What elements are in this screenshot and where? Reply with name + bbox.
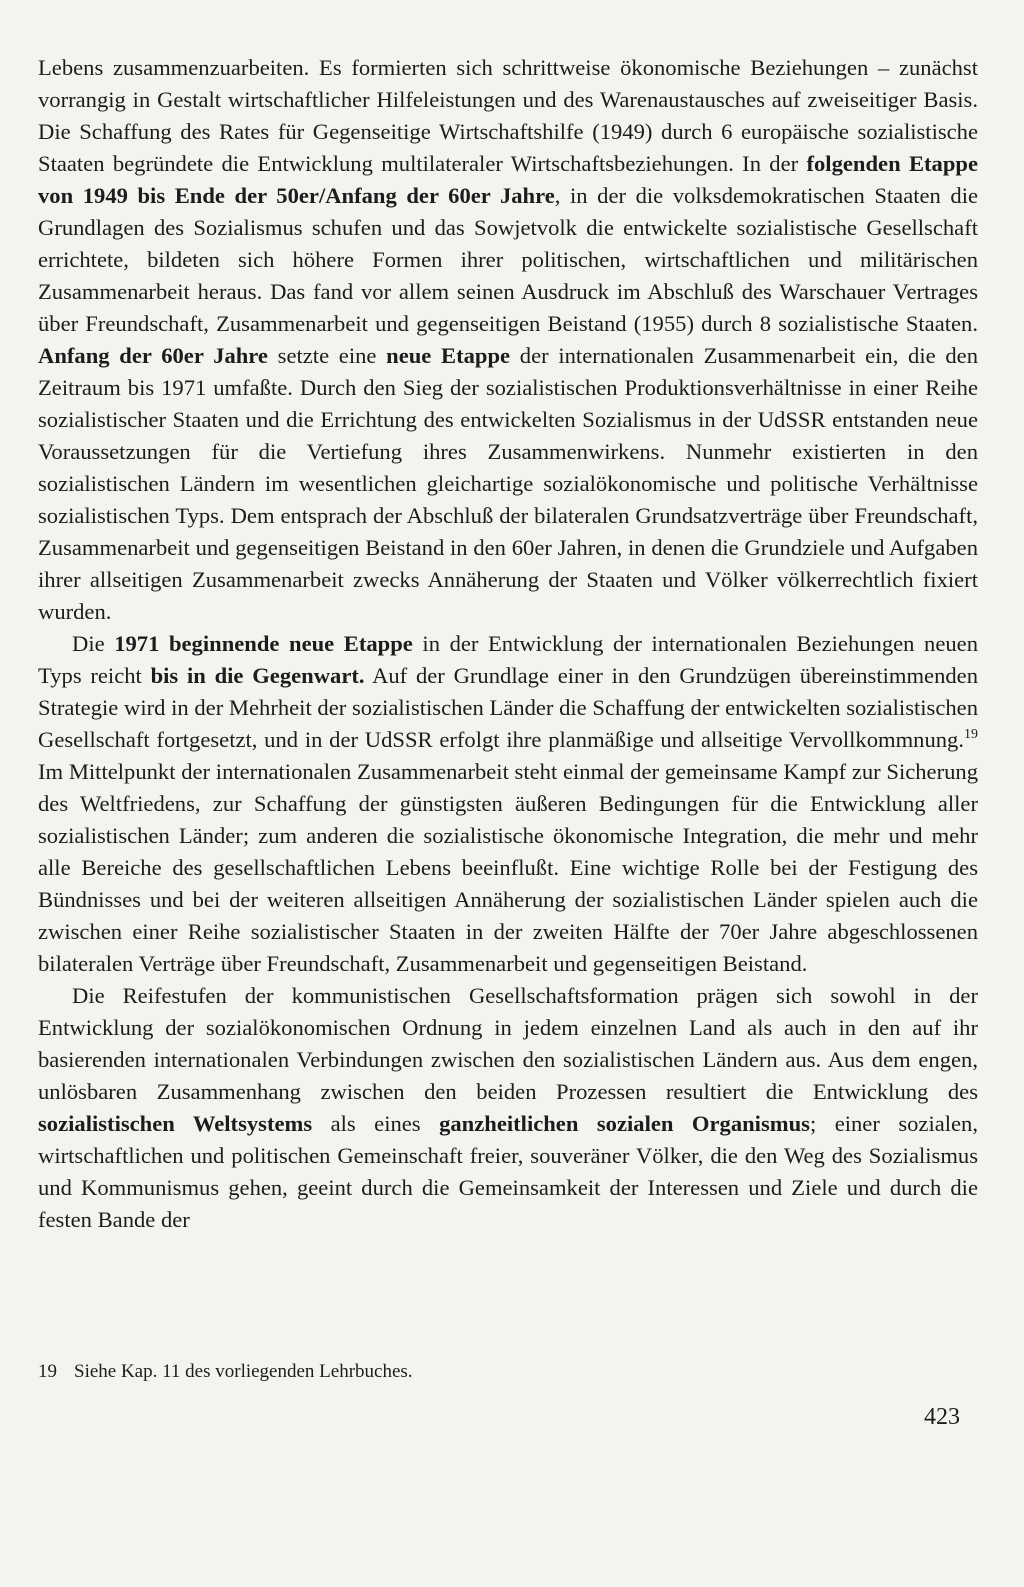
bold-phrase: sozialistischen Weltsystems	[38, 1111, 313, 1136]
footnote-text: Siehe Kap. 11 des vorliegenden Lehrbuches.	[74, 1361, 413, 1382]
bold-phrase: folgenden Etappe von 1949 bis Ende der 50er/Anfang der 60er Jahre	[38, 151, 978, 208]
footnote-reference: 19	[964, 727, 978, 742]
paragraph-2	[38, 628, 978, 980]
page-number: 423	[924, 1404, 960, 1430]
bold-phrase: bis in die Gegenwart.	[150, 663, 365, 688]
text-run: der internationalen Zusammenarbeit ein, die den Zeitraum bis 1971 umfaßte. Durch den Sieg der sozialistischen Produktionsverhältnisse in einer Reihe sozialistischer Staaten und die Errichtung des entwickelten Sozialismus in der UdSSR entstanden neue Voraussetzungen für die Vertiefung ihres Zusammenwirkens. Nunmehr existierten in den sozialistischen Ländern im wesentlichen gleichartige sozialökonomische und politische Verhältnisse sozialistischen Typs. Dem entsprach der Abschluß der bilateralen Grundsatzverträge über Freundschaft, Zusammenarbeit und gegenseitigen Beistand in den 60er Jahren, in denen die Grundziele und Aufgaben ihrer allseitigen Zusammenarbeit zwecks Annäherung der Staaten und Völker völkerrechtlich fixiert wurden.	[38, 343, 978, 624]
bold-phrase: ganzheitlichen sozialen Organismus	[439, 1111, 810, 1136]
text-run: als eines	[312, 1111, 440, 1136]
bold-phrase: neue Etappe	[386, 343, 511, 368]
text-run: in der Entwicklung der internationalen Beziehungen neuen Typs reicht	[38, 631, 978, 688]
text-run: Auf der Grundlage einer in den Grundzügen übereinstimmenden Strategie wird in der Mehrheit der sozialistischen Länder die Schaffung der entwickelten sozialistischen Gesellschaft fortgesetzt, und in der UdSSR erfolgt ihre planmäßige und allseitige Vervollkommnung.	[38, 663, 978, 752]
text-run: Im Mittelpunkt der internationalen Zusammenarbeit steht einmal der gemeinsame Kampf zur Sicherung des Weltfriedens, zur Schaffung der günstigsten äußeren Bedingungen für die Entwicklung aller sozialistischen Länder; zum anderen die sozialistische ökonomische Integration, die mehr und mehr alle Bereiche des gesellschaftlichen Lebens beeinflußt. Eine wichtige Rolle bei der Festigung des Bündnisses und bei der weiteren allseitigen Annäherung der sozialistischen Länder spielen auch die zwischen einer Reihe sozialistischer Staaten in der zweiten Hälfte der 70er Jahre abgeschlossenen bilateralen Verträge über Freundschaft, Zusammenarbeit und gegenseitigen Beistand.	[38, 759, 978, 976]
paragraph-3	[38, 980, 978, 1236]
paragraph-1	[38, 52, 978, 628]
bold-phrase: Anfang der 60er Jahre	[38, 343, 268, 368]
text-run: Lebens zusammenzuarbeiten. Es formierten sich schrittweise ökonomische Beziehungen – zunächst vorrangig in Gestalt wirtschaftlicher Hilfeleistungen und des Warenaustausches auf zweiseitiger Basis. Die Schaffung des Rates für Gegenseitige Wirtschaftshilfe (1949) durch 6 europäische sozialistische Staaten begründete die Entwicklung multilateraler Wirtschaftsbeziehungen. In der	[38, 55, 978, 176]
page-body	[38, 52, 978, 1236]
text-run: , in der die volksdemokratischen Staaten die Grundlagen des Sozialismus schufen und das Sowjetvolk die entwickelte sozialistische Gesellschaft errichtete, bildeten sich höhere Formen ihrer politischen, wirtschaftlichen und militärischen Zusammenarbeit heraus. Das fand vor allem seinen Ausdruck im Abschluß des Warschauer Vertrages über Freundschaft, Zusammenarbeit und gegenseitigen Beistand (1955) durch 8 sozialistische Staaten.	[38, 183, 979, 336]
text-run: setzte eine	[267, 343, 387, 368]
text-run: Die Reifestufen der kommunistischen Gesellschaftsformation prägen sich sowohl in der Entwicklung der sozialökonomischen Ordnung in jedem einzelnen Land als auch in den auf ihr basierenden internationalen Verbindungen zwischen den sozialistischen Ländern aus. Aus dem engen, unlösbaren Zusammenhang zwischen den beiden Prozessen resultiert die Entwicklung des	[38, 983, 978, 1104]
bold-phrase: 1971 beginnende neue Etappe	[114, 631, 413, 656]
text-run: ; einer sozialen, wirtschaftlichen und politischen Gemeinschaft freier, souveräner Völker, die den Weg des Sozialismus und Kommunismus gehen, geeint durch die Gemeinsamkeit der Interessen und Ziele und durch die festen Bande der	[38, 1111, 978, 1232]
text-run: Die	[72, 631, 115, 656]
footnote	[38, 1359, 978, 1385]
footnote-number: 19	[38, 1361, 57, 1382]
